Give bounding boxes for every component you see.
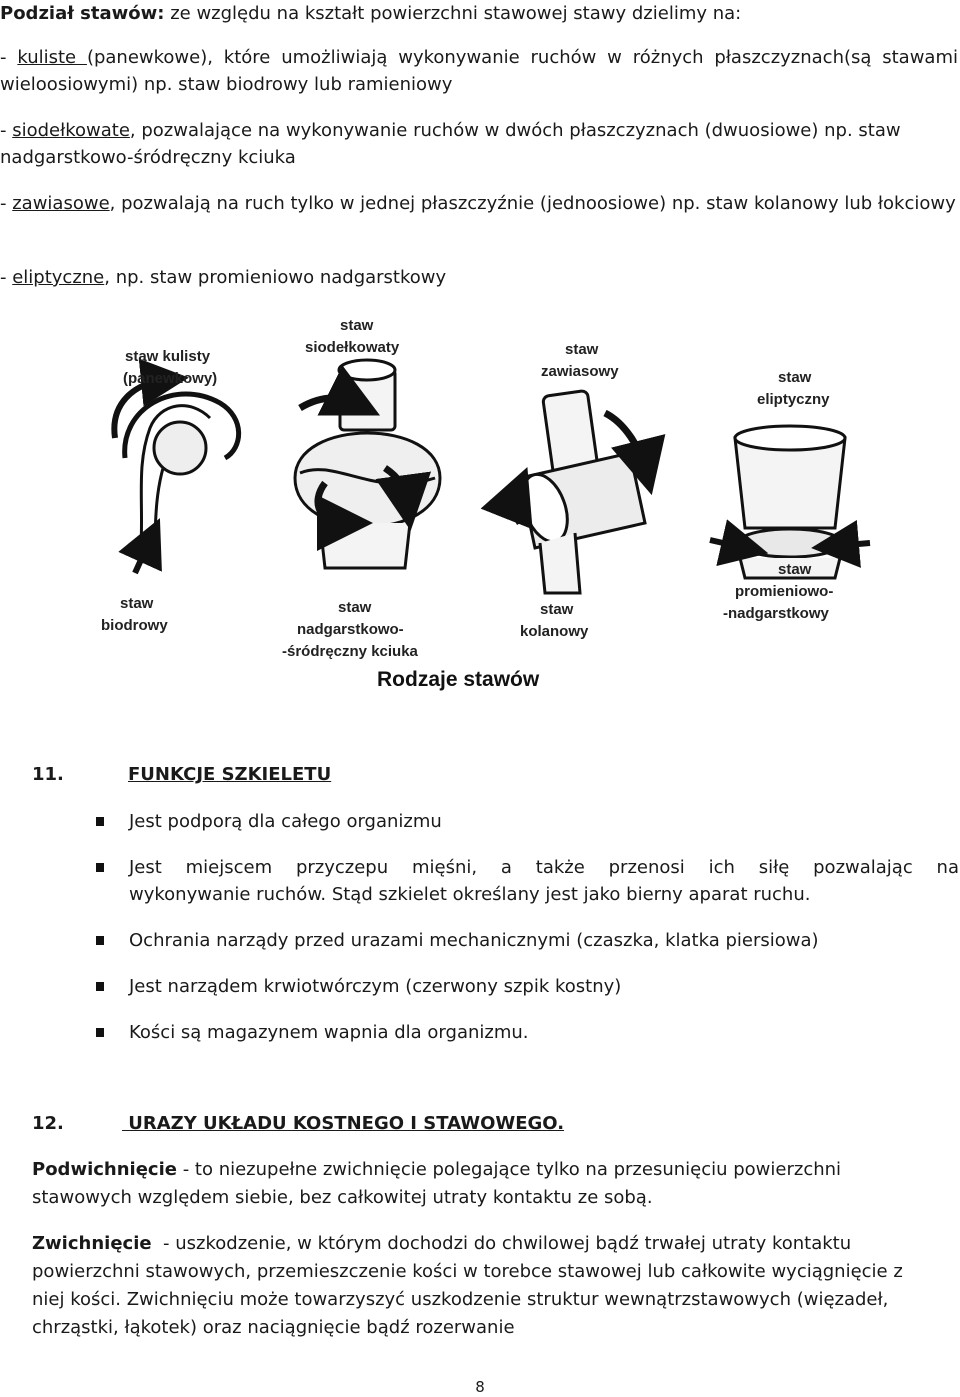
label-radio-1: staw bbox=[778, 561, 812, 578]
joint-types-illustration bbox=[95, 308, 875, 703]
label-ball-joint-2: (panewkowy) bbox=[123, 370, 218, 387]
list-prefix: - bbox=[0, 47, 18, 68]
bullet-text: Jest narządem krwiotwórczym (czerwony szpik kostny) bbox=[129, 976, 622, 997]
list-rest: , pozwalające na wykonywanie ruchów w dwóch płaszczyznach (dwuosiowe) np. staw nadgarstkowo-śródręczny kciuka bbox=[0, 120, 901, 168]
section-11-heading bbox=[32, 763, 932, 789]
list-prefix: - bbox=[0, 193, 13, 214]
list-term: kuliste bbox=[17, 47, 87, 68]
ball-joint-drawing bbox=[114, 380, 238, 573]
list-prefix: - bbox=[0, 120, 13, 141]
list-term: siodełkowate bbox=[12, 120, 130, 141]
bullet-square-icon bbox=[96, 936, 104, 945]
label-radio-3: -nadgarstkowy bbox=[723, 605, 829, 622]
list-rest: , np. staw promieniowo nadgarstkowy bbox=[104, 267, 447, 288]
bullet-text: Ochrania narządy przed urazami mechanicznymi (czaszka, klatka piersiowa) bbox=[129, 930, 819, 951]
label-ellipsoid-joint-1: staw bbox=[778, 369, 812, 386]
section-number: 11. bbox=[32, 764, 64, 785]
list-prefix: - bbox=[0, 267, 13, 288]
definition-dislocation: - uszkodzenie, w którym dochodzi do chwilowej bądź trwałej utraty kontaktu powierzchni stawowych, przemieszczenie kości w torebce stawowej lub całkowite wyciągnięcie z niej kości. Zwichnięciu może towarzyszyć uszkodzenie struktur wewnątrzstawowych (więzadeł, chrząstki, łąkotek) oraz naciągnięcie bądź rozerwanie bbox=[32, 1233, 909, 1338]
label-ball-joint-1: staw kulisty bbox=[125, 348, 211, 365]
bullet-square-icon bbox=[96, 863, 104, 872]
section-12-heading bbox=[32, 1112, 932, 1138]
label-hip-2: biodrowy bbox=[101, 617, 168, 634]
label-thumb-3: -śródręczny kciuka bbox=[282, 643, 418, 660]
label-saddle-joint-1: staw bbox=[340, 317, 374, 334]
list-item bbox=[0, 190, 958, 217]
list-rest: (panewkowe), które umożliwiają wykonywanie ruchów w różnych płaszczyznach(są stawami wieloosiowymi) np. staw biodrowy lub ramieniowy bbox=[0, 47, 958, 95]
term-subluxation: Podwichnięcie bbox=[32, 1159, 177, 1180]
paragraph-dislocation bbox=[32, 1230, 927, 1342]
bullet-text-continued: wykonywanie ruchów. Stąd szkielet określany jest jako bierny aparat ruchu. bbox=[129, 884, 811, 905]
list-rest: , pozwalają na ruch tylko w jednej płaszczyźnie (jednoosiowe) np. staw kolanowy lub łokciowy bbox=[109, 193, 956, 214]
label-thumb-1: staw bbox=[338, 599, 372, 616]
list-term: zawiasowe bbox=[12, 193, 110, 214]
term-dislocation: Zwichnięcie bbox=[32, 1233, 152, 1254]
bullet-square-icon bbox=[96, 1028, 104, 1037]
section-title: URAZY UKŁADU KOSTNEGO I STAWOWEGO. bbox=[122, 1113, 565, 1134]
intro-heading-rest: ze względu na kształt powierzchni stawowej stawy dzielimy na: bbox=[164, 3, 742, 24]
definition-subluxation: - to niezupełne zwichnięcie polegające tylko na przesunięciu powierzchni stawowych względem siebie, bez całkowitej utraty kontaktu ze sobą. bbox=[32, 1159, 842, 1208]
label-thumb-2: nadgarstkowo- bbox=[297, 621, 404, 638]
intro-heading-bold: Podział stawów: bbox=[0, 3, 165, 24]
section-title: FUNKCJE SZKIELETU bbox=[128, 764, 332, 785]
label-saddle-joint-2: siodełkowaty bbox=[305, 339, 400, 356]
ellipsoid-joint-drawing bbox=[710, 426, 870, 578]
joint-types-figure bbox=[95, 308, 875, 703]
page-number: 8 bbox=[475, 1378, 485, 1396]
label-hinge-joint-1: staw bbox=[565, 341, 599, 358]
bullet-text: Jest podporą dla całego organizmu bbox=[129, 811, 442, 832]
list-item bbox=[0, 44, 958, 98]
label-knee-2: kolanowy bbox=[520, 623, 589, 640]
section-number: 12. bbox=[32, 1113, 64, 1134]
bullet-text: Kości są magazynem wapnia dla organizmu. bbox=[129, 1022, 529, 1043]
bullet-square-icon bbox=[96, 817, 104, 826]
intro-heading bbox=[0, 0, 958, 27]
label-hip-1: staw bbox=[120, 595, 154, 612]
label-radio-2: promieniowo- bbox=[735, 583, 834, 600]
label-knee-1: staw bbox=[540, 601, 574, 618]
list-item bbox=[0, 117, 958, 171]
saddle-joint-drawing bbox=[295, 360, 440, 568]
paragraph-subluxation bbox=[32, 1156, 927, 1212]
label-ellipsoid-joint-2: eliptyczny bbox=[757, 391, 830, 408]
bullet-square-icon bbox=[96, 982, 104, 991]
figure-caption: Rodzaje stawów bbox=[377, 668, 540, 691]
list-term: eliptyczne bbox=[12, 267, 105, 288]
bullet-text: Jest miejscem przyczepu mięśni, a także przenosi ich siłę pozwalając na bbox=[129, 857, 959, 878]
hinge-joint-drawing bbox=[514, 390, 645, 593]
label-hinge-joint-2: zawiasowy bbox=[541, 363, 619, 380]
list-item bbox=[0, 264, 958, 291]
